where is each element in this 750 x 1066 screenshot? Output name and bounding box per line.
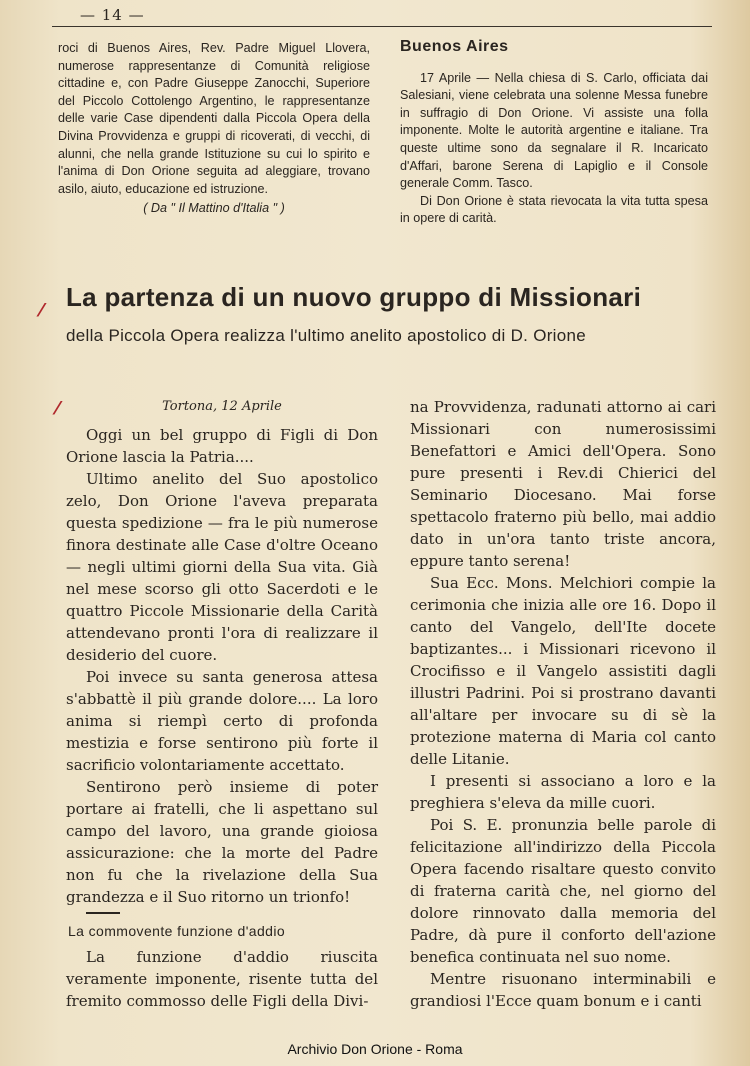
page-number: — 14 — <box>80 6 145 24</box>
article-paragraph: Ultimo anelito del Suo apostolico zelo, Don Orione l'aveva preparata questa spedizione — fra le più numerose finora destinate alle Case d'oltre Oceano — negli ultimi giorni della Sua vita. Già nel mese scorso gli otto Sacerdoti e le quattro Piccole Missionarie della Carità attendevano pronti l'ora di realizzare il desiderio del cuore. <box>66 470 378 664</box>
buenos-aires-report <box>400 38 708 228</box>
article-column-right <box>410 396 716 1012</box>
article-headline: La partenza di un nuovo gruppo di Missionari <box>66 282 642 312</box>
pencil-mark-icon: ⁄ <box>56 398 60 419</box>
source-credit: ( Da " Il Mattino d'Italia " ) <box>143 201 285 216</box>
article-paragraph: Sentirono però insieme di poter portare ai fratelli, che li aspettano sul campo del lavoro, una grande gioiosa assicurazione: che la morte del Padre non fu che la rivelazione della Sua grandezza e il Suo ritorno un trionfo! <box>66 778 378 906</box>
continued-article-column <box>58 40 370 218</box>
page-header <box>52 4 712 24</box>
section-title: Buenos Aires <box>400 38 509 55</box>
article-paragraph: Sua Ecc. Mons. Melchiori compie la cerimonia che inizia alle ore 16. Dopo il canto del Vangelo, dell'Ite docete baptizantes... i Missionari ricevono il Crocifisso e il Vangelo assistiti dagli illustri Padrini. Poi si prostrano davanti all'altare per invocare su di sè la protezione materna di Maria col canto delle Litanie. <box>410 574 716 768</box>
header-rule <box>52 26 712 27</box>
article-paragraph: Poi S. E. pronunzia belle parole di felicitazione all'indirizzo della Piccola Opera facendo risaltare questo convito di fraterna carità che, nel giorno del dolore rinnovato dalla memoria del Padre, dà pure il conforto dell'azione benefica continuata nel suo nome. <box>410 816 716 966</box>
article-paragraph: I presenti si associano a loro e la preghiera s'eleva da mille cuori. <box>410 772 716 812</box>
subheading: La commovente funzione d'addio <box>68 923 286 939</box>
article-column-left <box>66 396 378 1012</box>
article-paragraph: na Provvidenza, radunati attorno ai cari Missionari con numerosissimi Benefattori e Amici dell'Opera. Sono pure presenti i Rev.di Chierici del Seminario Diocesano. Mai forse spettacolo fraterno più bello, mai addio dato in un'ora tanto triste ancora, eppure tanto serena! <box>410 398 716 570</box>
article-paragraph: La funzione d'addio riuscita veramente imponente, risente tutta del fremito commosso delle Figli della Divi- <box>66 948 378 1010</box>
separator-rule <box>86 912 120 914</box>
archive-caption: Archivio Don Orione - Roma <box>287 1041 463 1057</box>
report-paragraph-1: 17 Aprile — Nella chiesa di S. Carlo, officiata dai Salesiani, viene celebrata una solenne Messa funebre in suffragio di Don Orione. Vi assiste una folla imponente. Molte le autorità argentine e italiane. Tra queste ultime sono da segnalare il R. Incaricato d'Affari, barone Serena di Lapiglio e il Console generale Comm. Tasco. <box>400 70 708 191</box>
article-subheadline: della Piccola Opera realizza l'ultimo anelito apostolico di D. Orione <box>66 326 587 345</box>
pencil-mark-icon: ⁄ <box>40 300 44 321</box>
article-paragraph: Oggi un bel gruppo di Figli di Don Orione lascia la Patria.... <box>66 426 378 466</box>
article-paragraph: Mentre risuonano interminabili e grandiosi l'Ecce quam bonum e i canti <box>410 970 716 1010</box>
continued-text: roci di Buenos Aires, Rev. Padre Miguel Llovera, numerose rappresentanze di Comunità religiose cittadine e, con Padre Giuseppe Zanocchi, Superiore del Piccolo Cottolengo Argentino, le rappresentanze delle varie Case dipendenti dalla Piccola Opera della Divina Provvidenza e gruppi di ricoverati, di vecchi, di alunni, che nella grande Istituzione su cui lo spirito e l'anima di Don Orione seguita ad aleggiare, trovano asilo, aiuto, educazione ed istruzione. <box>58 41 370 196</box>
report-paragraph-2: Di Don Orione è stata rievocata la vita tutta spesa in opere di carità. <box>400 193 708 226</box>
article-paragraph: Poi invece su santa generosa attesa s'abbattè il più grande dolore.... La loro anima si riempì certo di profonda mestizia e forse sentirono più forte il sacrificio volontariamente accettato. <box>66 668 378 774</box>
dateline: Tortona, 12 Aprile <box>162 399 282 414</box>
